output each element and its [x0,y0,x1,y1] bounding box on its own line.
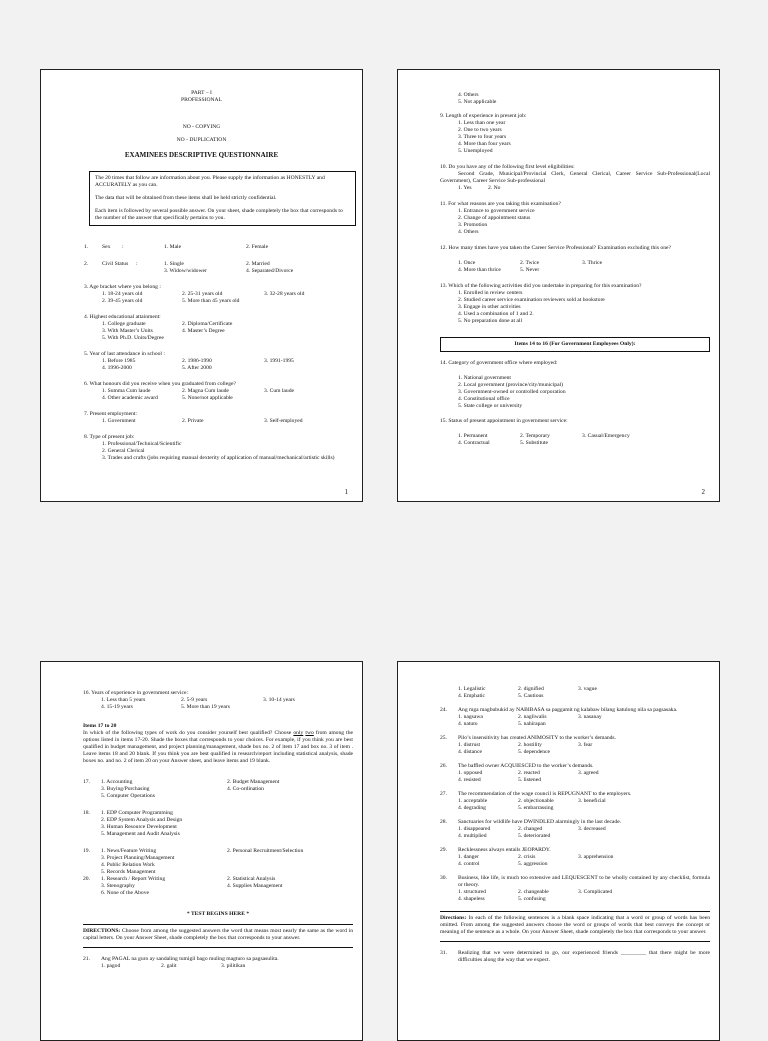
option: 1. Research / Report Writing [101,875,166,882]
option: 1. Yes [458,184,472,191]
items-17-20-heading: Items 17 to 20 [83,722,117,729]
option: 5. More than 45 years old [182,297,240,304]
option: 3. nasanay [578,713,602,720]
option: 1. Government [102,417,136,424]
question-11 [440,201,710,236]
option: 1. structured [458,888,486,895]
question-text: 11. For what reasons are you taking this examination? [440,200,561,207]
question-number: 1. [84,244,89,250]
option: 3. Promotion [458,221,488,228]
option: 3. 10-14 years [263,696,295,703]
option: 1. distrust [458,741,481,748]
question-number: 25. [440,734,447,741]
instructions-text: two [305,729,314,736]
option: 1. danger [458,853,479,860]
option: 1. nagsawa [458,713,483,720]
question-number: 28. [440,818,447,825]
option: 4. resisted [458,776,481,783]
question-number: 24. [440,706,447,713]
directions-text: In each of the following sentences is a blank space indicating that a word or group of words has been omitted. From among the suggested answers choose the word or groups of words that best conveys the concept or meaning of the sentence as a whole. On your Answer Sheet, shade completely the box that corresponds to your answer. [440,914,710,935]
question-31 [440,950,710,964]
option: 5. No preparation done at all [458,317,522,324]
option: 3. Complicated [578,888,613,895]
option: 5. Computer Operations [101,792,155,799]
question-5 [84,351,354,372]
question-13 [440,283,710,325]
option: 2. Change of appointment status [458,214,531,221]
question-text: 15. Status of present appointment in government service: [440,418,568,425]
option: 5. listened [518,776,541,783]
no-duplication-label: NO - DUPLICATION [176,136,227,143]
page-1 [40,69,363,502]
option: 6. None of the Above [101,889,150,896]
question-text: 5. Year of last attendance in school : [84,350,165,357]
option: 2. reacted [518,769,540,776]
option: 5. dependence [518,748,550,755]
option: 2. One to two years [458,126,502,133]
option: 2. 1986-1990 [182,357,212,364]
question-12 [440,245,710,274]
option: 4. degrading [458,804,486,811]
option: 2. objectionable [518,797,554,804]
page-3 [40,661,363,1041]
question-6 [84,381,354,402]
option: 2. General Clerical [102,447,145,454]
instructions-box [89,171,356,226]
option: 3. Cum laude [264,387,294,394]
question-19 [83,848,353,876]
option: 1. Professional/Technical/Scientific [102,440,182,447]
question-number: 26. [440,762,447,769]
option: 2. 39-45 years old [102,297,143,304]
option: 5. After 2000 [182,364,212,371]
option: 2. Diploma/Certificate [182,320,233,327]
items-17-20-instructions [83,730,353,765]
directions-label: DIRECTIONS: [83,927,121,934]
question-text: 8. Type of present job: [84,433,135,440]
option: 4. shapeless [458,895,485,902]
questions-area [84,244,354,462]
option: 4. 1996-2000 [102,364,132,371]
question-23-options [440,686,710,700]
question-number: 21. [83,955,90,962]
option: 5. Not applicable [458,98,497,105]
question-label: Sex [102,244,111,250]
option: 4. natuto [458,720,478,727]
option: 1. College graduate [102,320,146,327]
option: 1. Before 1985 [102,357,136,364]
option: 4. More than four years [458,140,511,147]
option: 2. Personal Recruitment/Selection [227,847,304,854]
question-number: 18. [83,809,90,816]
question-number: 29. [440,846,447,853]
test-begins-heading: * TEST BEGINS HERE * [186,910,250,917]
question-28 [440,819,710,840]
question-text: The baffled owner ACQUIESCED to the worker’s demands. [458,762,594,769]
option: 4. Emphatic [458,692,486,699]
option: 5. State college or university [458,402,523,409]
option: 1. acceptable [458,797,488,804]
option: 3. agreed [578,769,599,776]
option: 3. Three to four years [458,133,507,140]
question-18 [83,810,353,838]
option: 4. 15-19 years [101,703,133,710]
question-number: 30. [440,874,447,881]
page-header [41,90,362,160]
option: 1. Summa Cum laude [102,387,151,394]
option: 5. Cautious [518,692,544,699]
part-label: PART – I [191,90,212,96]
option: 2. Twice [520,259,540,266]
option: 3. Self-employed [264,417,303,424]
page-number: 1 [344,488,348,496]
question-number: 17. [83,778,90,785]
option: 4. Co-ordination [227,785,264,792]
question-text: 6. What honours did you receive when you graduated from college? [84,380,236,387]
question-text: 9. Length of experience in present job: [440,112,527,119]
option: 1. Male [164,244,182,250]
question-number: 31. [440,949,447,956]
question-10 [440,164,710,192]
option: 4. Used a combination of 1 and 2. [458,310,534,317]
question-number: 20. [83,875,90,882]
option: 2. crisis [518,853,536,860]
option: 4. Others [458,92,479,98]
question-text: Pilo’s insensitivity has created ANIMOSITY to the worker’s demands. [458,734,617,741]
option: 5. Management and Audit Analysis [101,830,180,837]
option: 5. Never [520,266,540,273]
option: 3. decreased [578,825,606,832]
questions-area [83,690,353,970]
question-25 [440,735,710,756]
option: 2. galit [161,962,177,969]
question-text: Business, like life, is much too extensive and LEQUESCENT to be wholly contained by any checklist, formula or theory. [458,874,710,888]
option: 2. Female [246,244,269,250]
question-text: 10. Do you have any of the following first level eligibilities: [440,163,575,170]
option: 1. Single [164,260,184,267]
option: 1. 18-24 years old [102,290,143,297]
option: 3. Widow/widower [164,267,207,274]
option: 2. Married [246,260,270,267]
option: 3. fear [578,741,593,748]
page-number: 2 [701,488,705,496]
option: 1. Once [458,259,476,266]
instruction-paragraph: Each item is followed by several possible answer. On your sheet, shade completely the box that corresponds to the number of the answer that specifically pertains to you. [95,207,343,221]
option: 4. Master’s Degree [182,327,225,334]
question-27 [440,791,710,812]
option: 1. Permanent [458,433,488,440]
question-detail: Second Grade, Municipal/Provincial Clerk, General Clerical, Career Service Sub-Professional(Local Government), Career Service Sub-professional [440,170,710,184]
option: 2. Magna Cum laude [182,387,229,394]
option: 1. Entrance to government service [458,207,535,214]
option: 4. control [458,860,480,867]
option: 2. Private [182,417,204,424]
test-directions [440,911,710,936]
option: 2. Studied career service examination reviewers sold at bookstore [458,296,605,303]
option: 4. Other academic award [102,394,158,401]
question-text: Ang PAGAL na guro ay sandaling tumigil bago muling magturo sa pagsasulita. [101,955,279,962]
option: 3. pilitikan [221,962,246,969]
option: 5. nahirapan [518,720,546,727]
option: 2. hostility [518,741,542,748]
question-text: 3. Age bracket where you belong : [84,283,161,290]
option: 3. Trades and crafts (jobs requiring manual dexterity of application of manual/mechanical/artistic skills) [102,454,335,461]
option: 3. Thrice [582,259,603,266]
question-text: The recommendation of the wage council is REPUGNANT to the employers. [458,790,632,797]
question-text: Sanctuaries for wildlife have DWINDLED alarmingly in the last decade. [458,818,622,825]
option: 4. Constitutional office [458,395,510,402]
option: 3. With Master’s Units [102,327,153,334]
option: 1. Enrolled in review centers [458,289,523,296]
question-29 [440,847,710,868]
instructions-text: In which of the following types of work do you consider yourself best qualified? Choose [83,729,294,736]
question-26 [440,763,710,784]
option: 2. 5-9 years [181,696,208,703]
question-text: Ang mga magbubukid ay NABIBASA sa paggamit ng kalabaw bilang katulong nila sa pagsasaka. [458,706,678,713]
option: 5. aggression [518,860,548,867]
option: 3. apprehension [578,853,614,860]
question-14 [440,360,710,410]
question-9 [440,113,710,155]
question-text: 4. Highest educational attainment: [84,313,161,320]
government-employees-box: Items 14 to 16 (For Government Employees Only): [440,337,710,352]
option: 4. Separated/Divorce [246,267,294,274]
option: 4. Public Relation Work [101,861,155,868]
question-8 [84,434,354,462]
option: 4. Supplies Management [227,882,283,889]
question-text: Realizing that we were determined to go, our experienced friends _________ that there might be more difficulties along the way that we expect. [458,949,710,963]
option: 1. EDP Computer Programming [101,809,173,816]
option: 2. changed [518,825,543,832]
option: 5. Records Management [101,868,156,875]
option: 5. None/not applicable [182,394,233,401]
option: 5. Unemployed [458,147,493,154]
directions-text: Choose from among the suggested answers the word that means most nearly the same as the word in capital letters. On your Answer Sheet, shade completely the box that corresponds to your answer. [83,927,353,941]
option: 1. Legalistic [458,686,486,692]
option: 2. dignified [518,686,544,692]
question-label: Civil Status [102,260,129,267]
option: 3. 1991-1995 [264,357,294,364]
instruction-paragraph: The data that will be obtained from these items shall be held strictly confidential. [95,194,277,201]
option: 2. Budget Management [227,778,280,785]
option: 2. changeable [518,888,549,895]
option: 5. More than 19 years [181,703,230,710]
question-30 [440,875,710,903]
option: 3. vague [578,686,597,692]
question-text: 14. Category of government office where employed: [440,359,558,366]
instructions-text: only [293,729,304,736]
question-15 [440,418,710,447]
header-title: PROFESSIONAL [180,96,223,103]
directions-label: Directions: [440,914,467,921]
instruction-paragraph: The 20 times that follow are information about you. Please supply the information as HONESTLY and ACCURATELY as you can. [95,175,325,188]
option: 2. EDP System Analysis and Design [101,816,183,823]
question-text: 16. Years of experience in government service: [83,690,189,696]
page-2 [397,69,720,502]
option: 5. embarrassing [518,804,554,811]
question-1 [84,244,354,251]
option: 5. deteriorated [518,832,551,839]
question-3 [84,284,354,305]
option: 1. opposed [458,769,483,776]
option: 4. multiplied [458,832,487,839]
option: 2. Local government (province/city/municipal) [458,381,564,388]
option: 2. Temporary [520,433,550,440]
option: 2. No [488,184,501,191]
question-text: 12. How many times have you taken the Career Service Professional? Examination excluding this one? [440,244,671,251]
option: 1. disappeared [458,825,491,832]
question-number: 19. [83,847,90,854]
option: 5. confusing [518,895,546,902]
option: 3. Government-owned or controlled corporation [458,388,566,395]
option: 4. Others [458,228,479,235]
question-7 [84,411,354,425]
questionnaire-heading: EXAMINEES DESCRIPTIVE QUESTIONNAIRE [124,150,279,159]
option: 1. Less than one year [458,119,506,126]
question-24 [440,707,710,728]
option: 5. Substitute [520,440,548,447]
colon: : [122,244,124,250]
option: 2. 25-31 years old [182,290,223,297]
question-16 [83,690,353,711]
question-4 [84,314,354,342]
question-20 [83,876,353,897]
question-text: 7. Present employment: [84,410,137,417]
option: 3. beneficial [578,797,606,804]
option: 1. Accounting [101,778,133,785]
question-number: 27. [440,790,447,797]
option: 3. Project Planning/Management [101,854,175,861]
option: 1. News/Feature Writing [101,847,157,854]
test-directions [83,924,353,942]
page-4 [397,661,720,1041]
option: 3. Stenography [101,882,135,889]
question-17 [83,779,353,800]
questions-area [440,92,710,447]
option: 4. More than thrice [458,266,501,273]
question-text: 13. Which of the following activities did you undertake in preparing for this examination? [440,282,642,289]
option: 3. Casual/Emergency [582,433,630,440]
question-number: 2. [84,260,89,267]
no-copying-label: NO - COPYING [182,123,221,130]
option: 1. Less than 5 years [101,696,146,703]
option: 3. Engage in other activities [458,303,521,310]
option: 4. Contractual [458,440,490,447]
option: 3. Human Resource Development [101,823,177,830]
option: 2. Statistical Analysis [227,875,276,882]
questions-area [440,686,710,964]
option: 4. distance [458,748,482,755]
option: 1. pagod [101,962,121,969]
question-2 [84,261,354,275]
colon: : [136,260,138,267]
option: 1. National government [458,374,511,381]
question-21 [83,956,353,970]
option: 2. nagliwalis [518,713,547,720]
question-text: Recklessness always entails JEOPARDY. [458,846,551,853]
instructions-text: from among the options listed in items 17-20. Shade the boxes that corresponds to your choices. For example, if you think you are best qualified in budget management, and project planning/management, shade box no. 2 of item 17 and box no. 3 of item . Leave items 18 and 20 blank. If you think you are best qualified in research/report including statistical analysis, shade boxes no. and no. 2 of item 20 on your Answer sheet, and leave items and 19 blank. [83,729,353,764]
option: 3. Buying/Purchasing [101,785,150,792]
option: 3. 32-28 years old [264,290,305,297]
option: 5. With Ph.D. Units/Degree [102,334,164,341]
